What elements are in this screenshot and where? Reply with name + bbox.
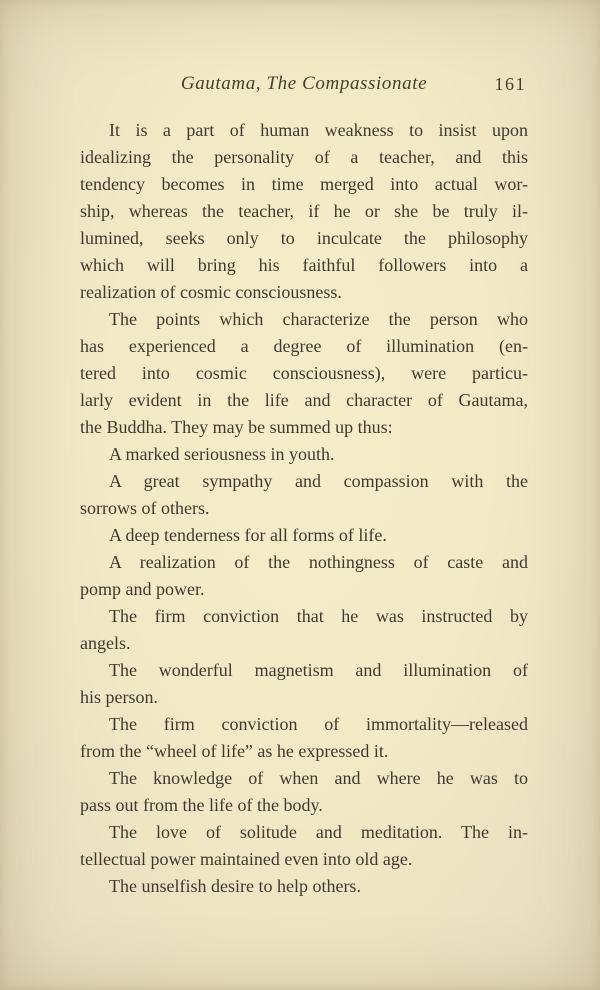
page-content — [80, 72, 528, 900]
text-line: which will bring his faithful followers into a — [80, 255, 528, 275]
text-line: pass out from the life of the body. — [80, 795, 323, 815]
text-line: tellectual power maintained even into old age. — [80, 849, 413, 869]
text-line: ship, whereas the teacher, if he or she be truly il- — [80, 201, 528, 221]
running-header — [80, 72, 528, 116]
text-line: The knowledge of when and where he was to — [109, 768, 528, 788]
text-line: pomp and power. — [80, 579, 205, 599]
text-line: A marked seriousness in youth. — [109, 444, 335, 464]
text-line: sorrows of others. — [80, 498, 210, 518]
text-line: The love of solitude and meditation. The in- — [109, 822, 528, 842]
text-line: tered into cosmic consciousness), were particu- — [80, 363, 528, 383]
text-line: The firm conviction of immortality—released — [109, 714, 528, 734]
text-line: from the “wheel of life” as he expressed it. — [80, 741, 389, 761]
text-line: The wonderful magnetism and illumination of — [109, 660, 528, 680]
text-line: tendency becomes in time merged into actual wor- — [80, 174, 528, 194]
text-line: The points which characterize the person who — [109, 309, 528, 329]
text-line: his person. — [80, 687, 158, 707]
text-line: It is a part of human weakness to insist upon — [109, 120, 528, 140]
text-line: A deep tenderness for all forms of life. — [109, 525, 387, 545]
text-line: idealizing the personality of a teacher, and this — [80, 147, 528, 167]
text-line: A great sympathy and compassion with the — [109, 471, 528, 491]
text-line: has experienced a degree of illumination (en- — [80, 336, 528, 356]
text-line: The firm conviction that he was instructed by — [109, 606, 528, 626]
text-line: lumined, seeks only to inculcate the philosophy — [80, 228, 528, 248]
text-line: the Buddha. They may be summed up thus: — [80, 417, 393, 437]
text-line: The unselfish desire to help others. — [109, 876, 361, 896]
running-head-title: Gautama, The Compassionate — [180, 73, 428, 94]
text-line: realization of cosmic consciousness. — [80, 282, 342, 302]
body-text — [80, 117, 528, 900]
text-line: angels. — [80, 633, 131, 653]
page-number: 161 — [494, 74, 526, 94]
text-line: A realization of the nothingness of caste and — [109, 552, 528, 572]
text-line: larly evident in the life and character of Gautama, — [80, 390, 528, 410]
